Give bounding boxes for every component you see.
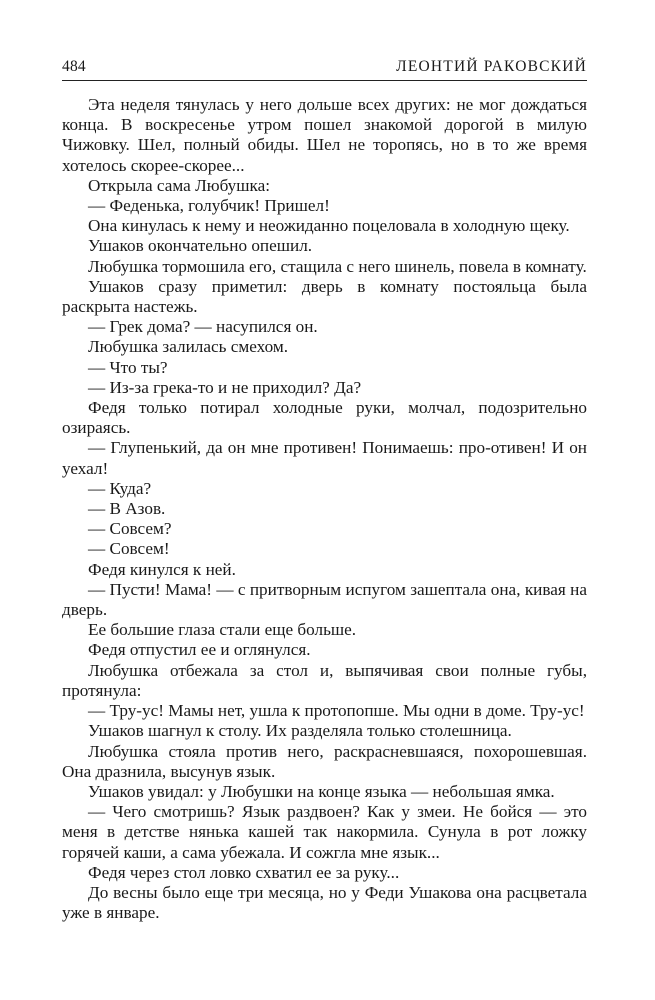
paragraph: Любушка отбежала за стол и, выпячивая свои полные губы, протянула: [62, 660, 587, 700]
paragraph: Эта неделя тянулась у него дольше всех других: не мог дождаться конца. В воскресенье утром пошел знакомой дорогой в милую Чижовку. Шел, полный обиды. Шел не торопясь, но в то же время хотелось скорее-скорее... [62, 95, 587, 175]
paragraph: Ее большие глаза стали еще больше. [88, 620, 357, 640]
paragraph: Федя через стол ловко схватил ее за руку... [88, 862, 400, 882]
paragraph: — Тру-ус! Мамы нет, ушла к протопопше. Мы одни в доме. Тру-ус! [88, 701, 585, 721]
page-number: 484 [62, 58, 86, 75]
paragraph: Ушаков шагнул к столу. Их разделяла только столешница. [88, 721, 512, 741]
paragraph: — Совсем? [88, 519, 172, 539]
paragraph: — В Азов. [88, 499, 166, 519]
paragraph: Любушка тормошила его, стащила с него шинель, повела в комнату. [88, 256, 587, 276]
paragraph: — Пусти! Мама! — с притворным испугом зашептала она, кивая на дверь. [62, 579, 587, 620]
paragraph: Ушаков увидал: у Любушки на конце языка — небольшая ямка. [88, 781, 555, 801]
paragraph: Ушаков окончательно опешил. [88, 236, 313, 256]
paragraph: — Совсем! [88, 539, 170, 559]
paragraph: До весны было еще три месяца, но у Феди Ушакова она расцветала уже в январе. [62, 882, 587, 923]
paragraph: — Глупенький, да он мне противен! Понимаешь: про-отивен! И он уехал! [62, 438, 587, 478]
paragraph: Ушаков сразу приметил: дверь в комнату постояльца была раскрыта настежь. [62, 276, 587, 317]
running-head-author: ЛЕОНТИЙ РАКОВСКИЙ [396, 58, 587, 75]
paragraph: Любушка стояла против него, раскрасневшаяся, похорошевшая. Она дразнила, высунув язык. [62, 741, 587, 781]
paragraph: — Куда? [88, 478, 152, 498]
paragraph: Открыла сама Любушка: [88, 175, 270, 195]
paragraph: Она кинулась к нему и неожиданно поцеловала в холодную щеку. [88, 216, 570, 236]
paragraph: — Из-за грека-то и не приходил? Да? [88, 377, 362, 397]
paragraph: Федя кинулся к ней. [88, 559, 236, 579]
paragraph: Федя отпустил ее и оглянулся. [88, 640, 311, 660]
paragraph: — Феденька, голубчик! Пришел! [88, 196, 330, 216]
paragraph: — Чего смотришь? Язык раздвоен? Как у змеи. Не бойся — это меня в детстве нянька кашей так накормила. Сунула в рот ложку горячей каши, а сама убежала. И сожгла мне язык... [62, 802, 587, 862]
paragraph: — Грек дома? — насупился он. [88, 317, 318, 337]
paragraph: — Что ты? [88, 357, 168, 377]
body-text [62, 95, 587, 923]
page-header [62, 56, 587, 81]
paragraph: Федя только потирал холодные руки, молчал, подозрительно озираясь. [62, 398, 587, 438]
paragraph: Любушка залилась смехом. [88, 337, 289, 357]
